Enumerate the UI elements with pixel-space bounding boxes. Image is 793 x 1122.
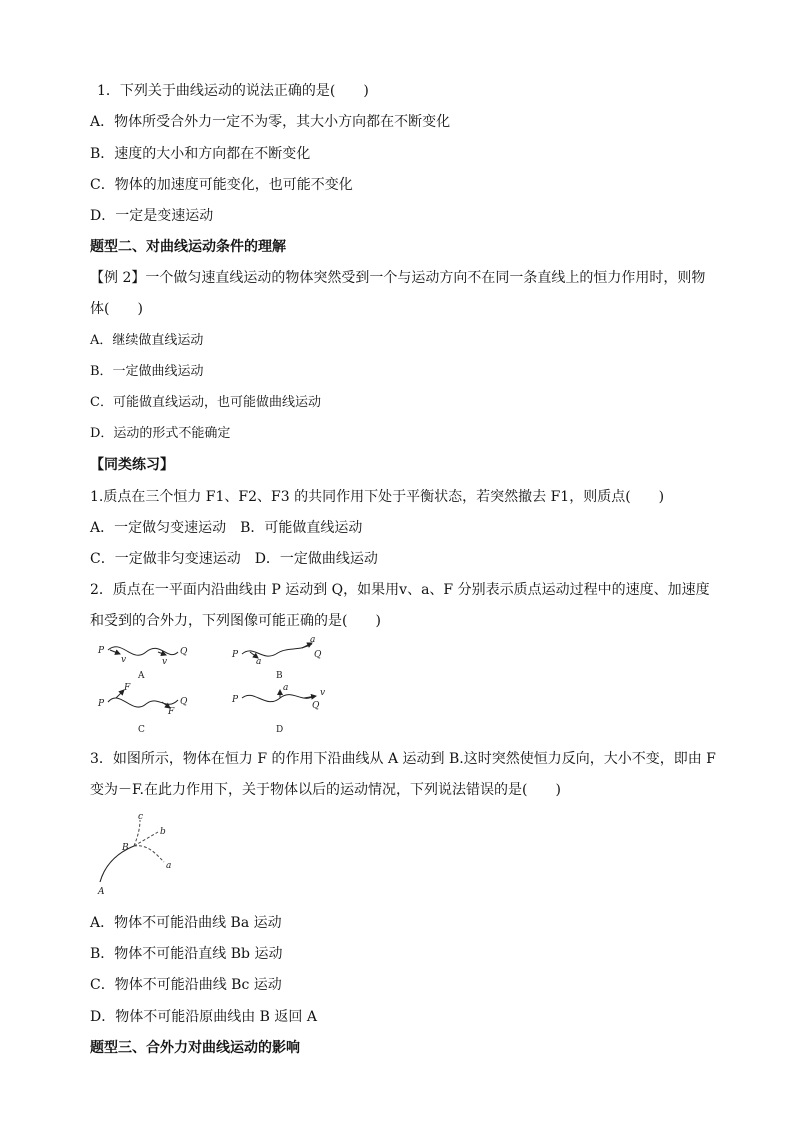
p2-figure-b — [231, 635, 322, 681]
p2-line1: 2．质点在一平面内沿曲线由 P 运动到 Q，如果用v、a、F 分别表示质点运动过程中的速度、加速度 — [90, 582, 710, 598]
p2-figure-c — [97, 683, 188, 735]
p3-path-c — [134, 820, 140, 846]
p3-label-a: a — [166, 861, 172, 871]
p2-figure-a — [97, 646, 188, 681]
p1-options-row2: C．一定做非匀变速运动 D．一定做曲线运动 — [90, 551, 378, 567]
p2-line2: 和受到的合外力，下列图像可能正确的是( ) — [90, 613, 381, 629]
p2-c-end: Q — [180, 697, 188, 707]
q1-option-c: C．物体的加速度可能变化，也可能不变化 — [90, 177, 353, 193]
p2-d-start: P — [232, 695, 239, 705]
p3-label-c: c — [138, 812, 144, 822]
section2-title: 题型二、对曲线运动条件的理解 — [90, 239, 286, 255]
p2-d-caption: D — [276, 725, 284, 735]
p2-b-a1: a — [256, 657, 262, 667]
example2-line1: 【例 2】一个做匀速直线运动的物体突然受到一个与运动方向不在同一条直线上的恒力作用时，则物 — [90, 270, 706, 286]
p1-stem: 1.质点在三个恒力 F1、F2、F3 的共同作用下处于平衡状态，若突然撤去 F1，则质点( ) — [90, 489, 665, 505]
p2-d-end: Q — [312, 701, 320, 711]
p3-option-b: B．物体不可能沿直线 Bb 运动 — [90, 946, 283, 962]
q1-stem: 1．下列关于曲线运动的说法正确的是( ) — [97, 83, 369, 99]
p3-option-a: A．物体不可能沿曲线 Ba 运动 — [90, 915, 282, 931]
p2-d-curve — [242, 695, 314, 702]
p3-option-d: D．物体不可能沿原曲线由 B 返回 A — [90, 1009, 317, 1025]
q1-option-a: A．物体所受合外力一定不为零，其大小方向都在不断变化 — [90, 114, 451, 130]
p2-c-arrow1 — [116, 690, 124, 698]
p2-b-start: P — [232, 650, 239, 660]
example2-option-c: C．可能做直线运动，也可能做曲线运动 — [90, 395, 321, 410]
q1-option-d: D．一定是变速运动 — [90, 208, 214, 224]
practice-title: 【同类练习】 — [90, 457, 174, 473]
p2-c-f2: F — [168, 707, 175, 717]
p2-a-caption: A — [138, 671, 145, 681]
p1-options-row1: A．一定做匀变速运动 B．可能做直线运动 — [90, 520, 363, 536]
example2-option-b: B．一定做曲线运动 — [90, 364, 204, 379]
p2-a-v1: v — [121, 655, 127, 665]
p2-d-a: a — [283, 683, 289, 693]
example2-option-a: A．继续做直线运动 — [90, 333, 204, 348]
example2-line2: 体( ) — [90, 301, 143, 317]
example2-option-d: D．运动的形式不能确定 — [90, 426, 231, 441]
q1-option-b: B．速度的大小和方向都在不断变化 — [90, 146, 311, 162]
p2-a-curve — [108, 647, 178, 655]
p2-c-start: P — [98, 699, 105, 709]
p2-c-caption: C — [138, 725, 145, 735]
p2-d-v: v — [320, 688, 326, 698]
p3-curve-ab — [100, 846, 134, 882]
p3-line1: 3．如图所示，物体在恒力 F 的作用下沿曲线从 A 运动到 B.这时突然使恒力反向，大小不变，即由 F — [90, 751, 716, 767]
p2-b-caption: B — [276, 671, 283, 681]
p3-option-c: C．物体不可能沿曲线 Bc 运动 — [90, 977, 282, 993]
p2-a-start: P — [98, 646, 105, 656]
p2-figure — [90, 635, 340, 740]
p3-label-b: b — [160, 827, 166, 837]
p3-label-a-start: A — [98, 887, 105, 897]
p2-a-arrow1 — [110, 650, 120, 654]
p2-a-v2: v — [162, 657, 168, 667]
p2-c-f1: F — [124, 683, 131, 693]
p2-b-end: Q — [314, 650, 322, 660]
p3-path-a — [134, 846, 164, 862]
section3-title: 题型三、合外力对曲线运动的影响 — [90, 1040, 300, 1056]
p2-b-a2: a — [310, 635, 316, 645]
p2-figure-d — [231, 683, 325, 735]
p3-line2: 变为－F.在此力作用下，关于物体以后的运动情况，下列说法错误的是( ) — [90, 782, 561, 798]
p3-label-b-point: B — [122, 843, 129, 853]
p2-a-end: Q — [180, 647, 188, 657]
p3-figure — [90, 810, 200, 900]
